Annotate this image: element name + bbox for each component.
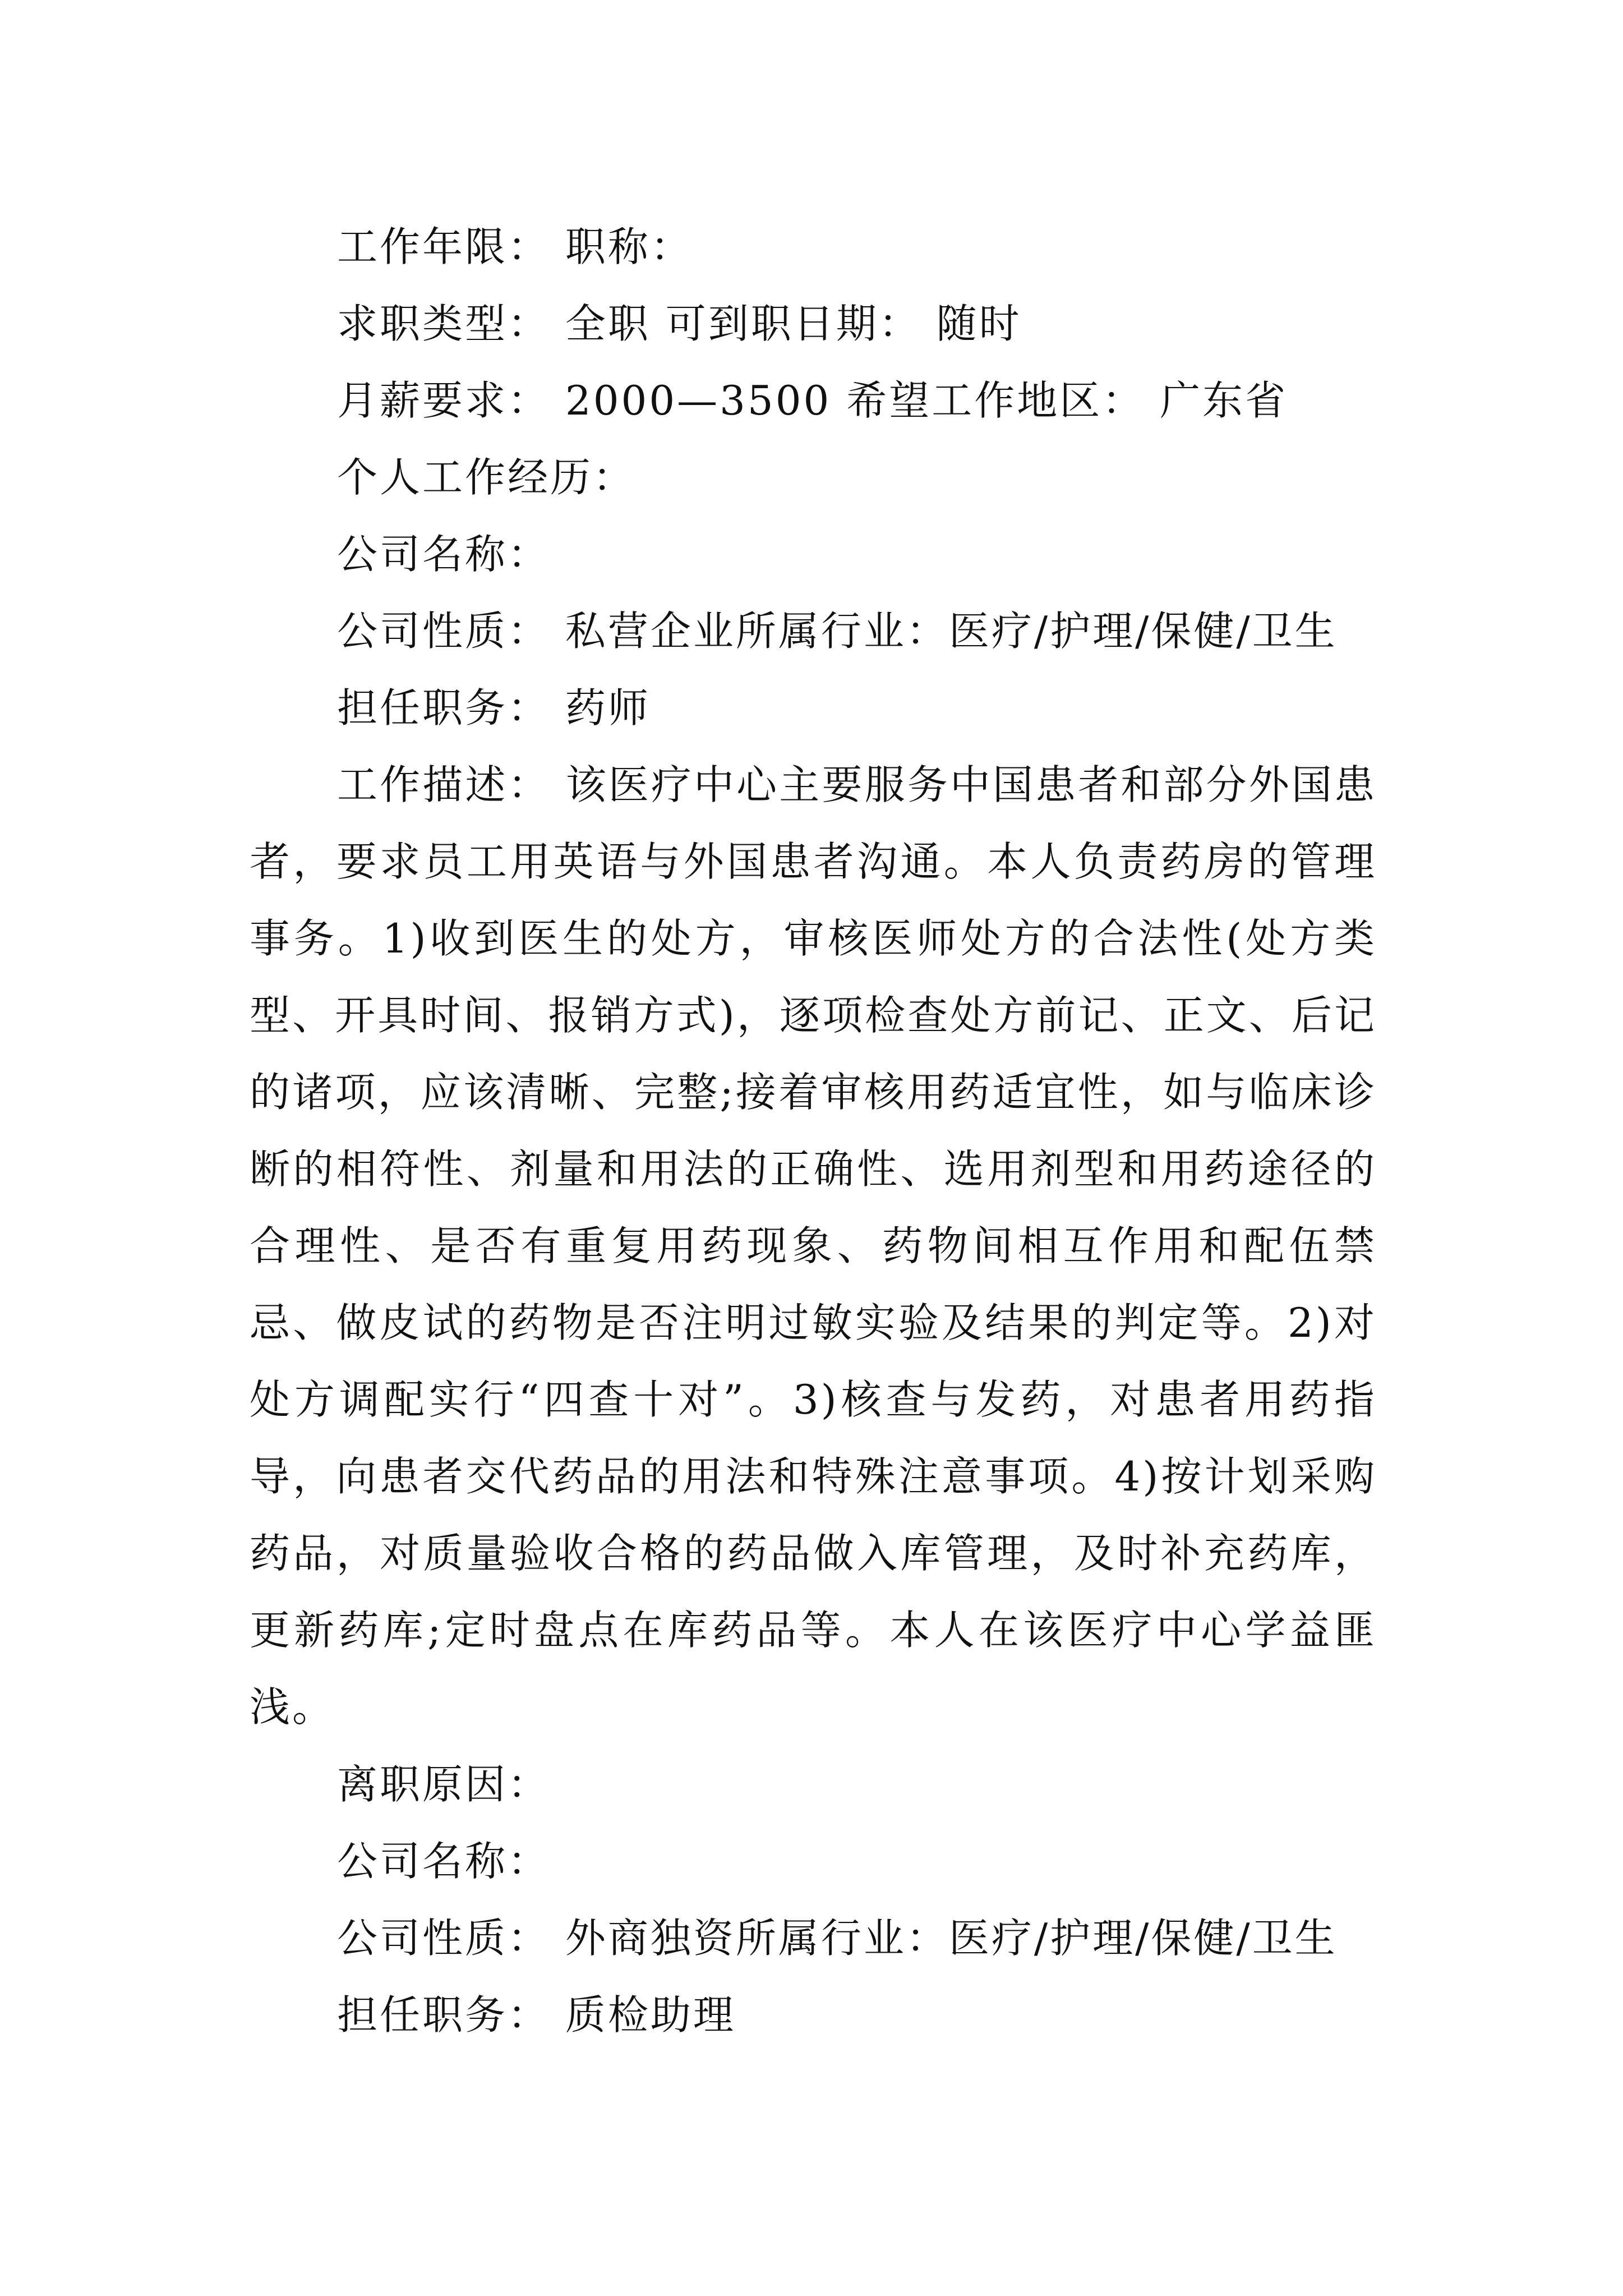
salary-line: 月薪要求： 2000—3500 希望工作地区： 广东省: [337, 377, 1288, 424]
resume-content: [250, 219, 1377, 2064]
company1-leave-reason-line: 离职原因：: [337, 1761, 551, 1808]
company2-position-line: 担任职务： 质检助理: [337, 1991, 736, 2039]
company1-position-line: 担任职务： 药师: [337, 684, 651, 731]
company1-description: 工作描述： 该医疗中心主要服务中国患者和部分外国患者，要求员工用英语与外国患者沟通。本人负责药房的管理事务。1)收到医生的处方，审核医师处方的合法性(处方类型、开具时间、报销方式)，逐项检查处方前记、正文、后记的诸项，应该清晰、完整;接着审核用药适宜性，如与临床诊断的相符性、剂量和用法的正确性、选用剂型和用药途径的合理性、是否有重复用药现象、药物间相互作用和配伍禁忌、做皮试的药物是否注明过敏实验及结果的判定等。2)对处方调配实行“四查十对”。3)核查与发药，对患者用药指导，向患者交代药品的用法和特殊注意事项。4)按计划采购药品，对质量验收合格的药品做入库管理，及时补充药库，更新药库;定时盘点在库药品等。本人在该医疗中心学益匪浅。: [250, 761, 1377, 1731]
company1-nature-line: 公司性质： 私营企业所属行业：医疗/护理/保健/卫生: [337, 608, 1338, 655]
company2-nature-line: 公司性质： 外商独资所属行业：医疗/护理/保健/卫生: [337, 1915, 1338, 1962]
company1-name-line: 公司名称：: [337, 531, 551, 578]
experience-header: 个人工作经历：: [337, 454, 636, 501]
work-years-line: 工作年限： 职称：: [337, 223, 693, 270]
company2-name-line: 公司名称：: [337, 1838, 551, 1885]
job-type-line: 求职类型： 全职 可到职日期： 随时: [337, 300, 1022, 347]
